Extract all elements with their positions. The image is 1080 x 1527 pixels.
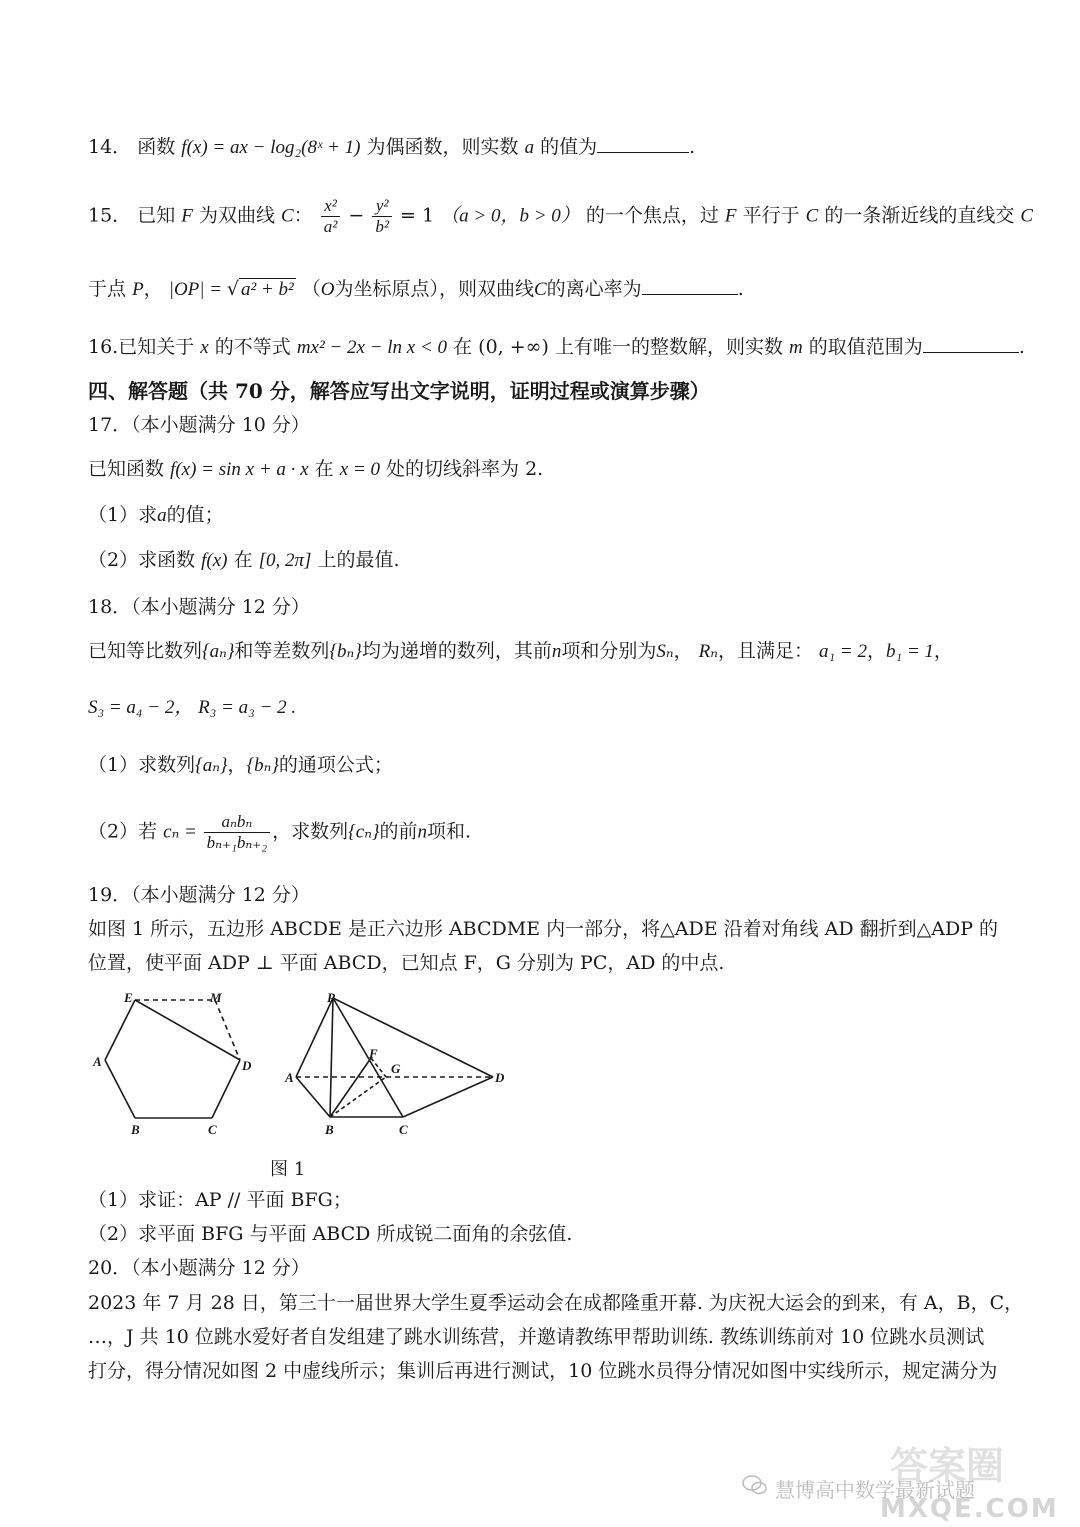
question-20-line-1: 2023 年 7 月 28 日，第三十一届世界大学生夏季运动会在成都隆重开幕. 为庆祝大运会的到来，有 A，B，C， xyxy=(88,1292,1024,1314)
pyr-label-f: F xyxy=(369,1046,378,1061)
answer-blank[interactable] xyxy=(597,134,689,153)
hex-label-a: A xyxy=(93,1054,102,1069)
pyr-label-a: A xyxy=(285,1070,294,1085)
question-20-line-3: 打分，得分情况如图 2 中虚线所示；集训后再进行测试，10 位跳水员得分情况如图中实线所示，规定满分为 xyxy=(88,1360,998,1382)
question-17-part-1: （1）求a的值； xyxy=(88,504,224,526)
question-14: 14． 函数 f(x) = ax − log₂(8ˣ + 1) 为偶函数，则实数 a 的值为 . xyxy=(88,136,696,158)
question-16: 16.已知关于 x 的不等式 mx² − 2x − ln x < 0 在 (0, +∞) 上有唯一的整数解，则实数 m 的取值范围为 . xyxy=(88,336,1025,358)
question-19-header: 19．（本小题满分 12 分） xyxy=(88,884,310,906)
fraction: $\frac{\text{x²}}{\text{a²}}$ xyxy=(321,196,341,237)
hex-label-m: M xyxy=(210,990,222,1005)
answer-blank[interactable] xyxy=(923,334,1019,353)
hex-label-d: D xyxy=(242,1058,252,1073)
pyr-label-g: G xyxy=(391,1061,401,1076)
pyr-label-p: P xyxy=(327,990,335,1005)
wechat-icon xyxy=(742,1474,768,1496)
question-20-line-2: …，J 共 10 位跳水爱好者自发组建了跳水训练营，并邀请教练甲帮助训练. 教练训练前对 10 位跳水员测试 xyxy=(88,1326,985,1348)
hex-label-c: C xyxy=(208,1122,217,1137)
question-19-line-2: 位置，使平面 ADP ⊥ 平面 ABCD，已知点 F，G 分别为 PC，AD 的中点. xyxy=(88,952,725,974)
pyr-label-d: D xyxy=(495,1070,505,1085)
question-19-part-2: （2）求平面 BFG 与平面 ABCD 所成锐二面角的余弦值. xyxy=(88,1223,573,1245)
fraction: $\frac{\text{aₙbₙ}}{\text{bₙ₊₁bₙ₊₂}}$ xyxy=(204,812,271,853)
question-18-part-1: （1）求数列{aₙ}，{bₙ}的通项公式； xyxy=(88,754,393,776)
hex-label-e: E xyxy=(124,990,133,1005)
question-20-header: 20．（本小题满分 12 分） xyxy=(88,1257,310,1279)
watermark-text: 慧博高中数学最新试题 xyxy=(775,1478,975,1502)
pyr-label-c: C xyxy=(399,1122,408,1137)
question-18-stem: 已知等比数列{aₙ}和等差数列{bₙ}均为递增的数列，其前n项和分别为Sₙ， Rₙ，且满足： a₁ = 2，b₁ = 1， xyxy=(88,640,953,662)
question-18-stem-line-2: S₃ = a₄ − 2， R₃ = a₃ − 2 . xyxy=(88,697,297,718)
q14-formula: f(x) = ax − log₂(8ˣ + 1) xyxy=(181,137,361,158)
pyramid-figure xyxy=(283,990,513,1140)
answer-blank[interactable] xyxy=(642,276,738,295)
hex-label-b: B xyxy=(131,1122,140,1137)
question-17-header: 17．（本小题满分 10 分） xyxy=(88,414,310,436)
pyr-label-b: B xyxy=(325,1122,334,1137)
watermark-logo: 答案圈 xyxy=(890,1444,1005,1488)
question-15: 15． 已知 F 为双曲线 C： $\frac{\text{x²}}{\text{a²}}$ − $\frac{\text{y²}}{\text{b²}}$ = 1 （a > 0，b > 0） 的一个焦点，过 F 平行于 C 的一条渐近线的直线交 C xyxy=(88,196,1034,236)
question-15-line-2: 于点 P， |OP| = √ a² + b² （O为坐标原点），则双曲线C的离心率为 . xyxy=(88,278,744,300)
fraction: $\frac{\text{y²}}{\text{b²}}$ xyxy=(372,196,392,237)
question-17-stem: 已知函数 f(x) = sin x + a · x 在 x = 0 处的切线斜率为 2. xyxy=(88,458,544,480)
question-19-part-1: （1）求证：AP // 平面 BFG； xyxy=(88,1189,352,1211)
section-heading: 四、解答题（共 70 分，解答应写出文字说明，证明过程或演算步骤） xyxy=(88,379,710,403)
question-18-header: 18．（本小题满分 12 分） xyxy=(88,596,310,618)
figure-caption: 图 1 xyxy=(270,1159,306,1180)
hexagon-figure xyxy=(90,990,260,1140)
question-19-line-1: 如图 1 所示，五边形 ABCDE 是正六边形 ABCDME 内一部分，将△ADE 沿着对角线 AD 翻折到△ADP 的 xyxy=(88,918,999,940)
watermark-site: MXQE.COM xyxy=(880,1494,1059,1524)
question-17-part-2: （2）求函数 f(x) 在 [0, 2π] 上的最值. xyxy=(88,549,400,571)
question-18-part-2: （2）若 cₙ = $\frac{\text{aₙbₙ}}{\text{bₙ₊₁bₙ₊₂}}$ ，求数列{cₙ}的前n项和. xyxy=(88,812,472,852)
